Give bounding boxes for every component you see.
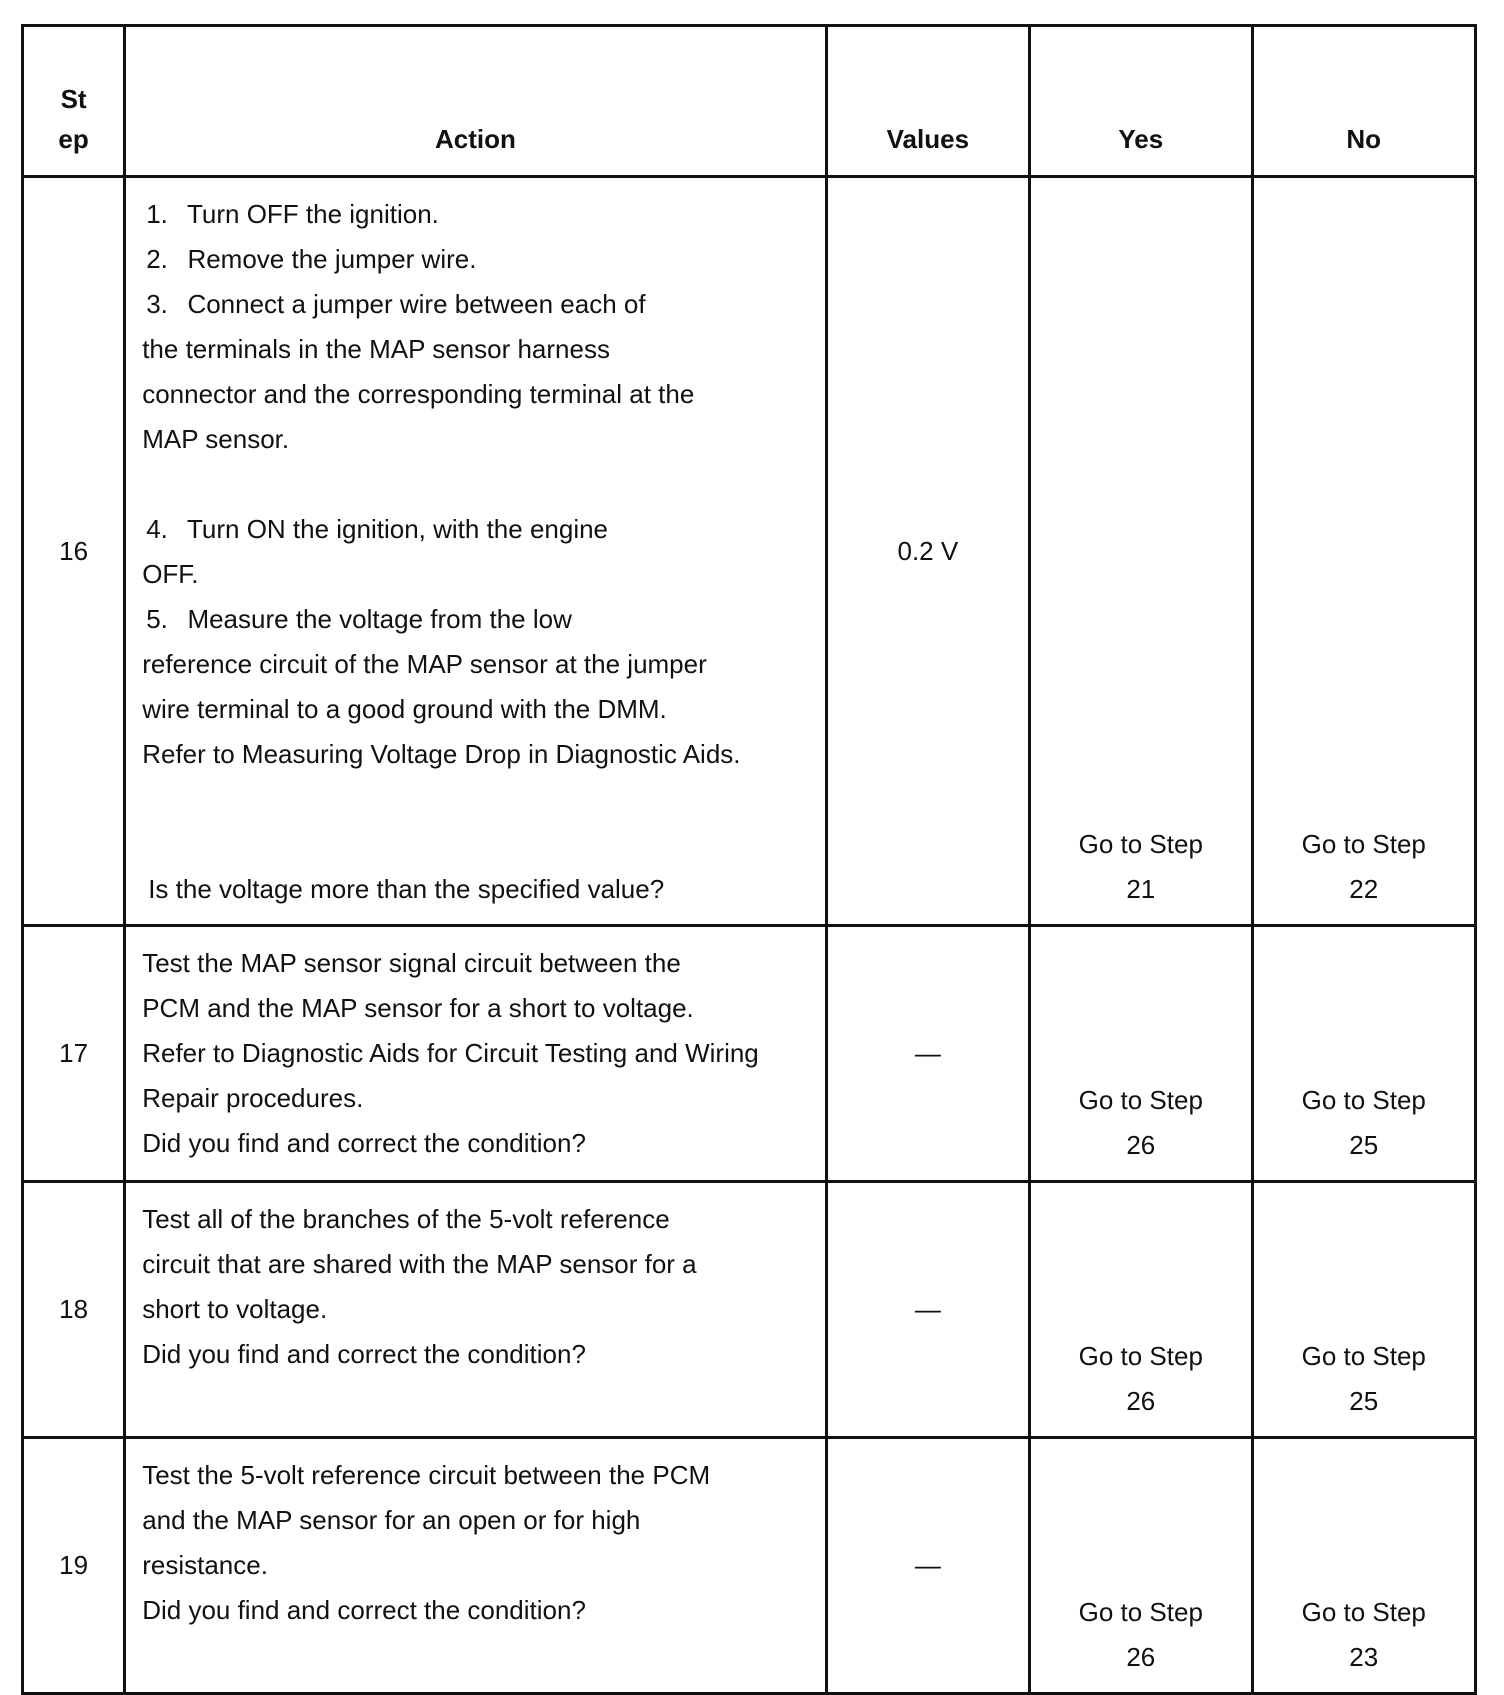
action-line: Test the MAP sensor signal circuit between the (142, 948, 681, 978)
yes-cell (1030, 1182, 1252, 1438)
spacer (142, 462, 810, 507)
action-question: Did you find and correct the condition? (142, 1595, 586, 1625)
yes-goto-label: Go to Step (1078, 1341, 1203, 1371)
action-line: resistance. (142, 1550, 268, 1580)
spacer (142, 822, 810, 867)
action-line: Test all of the branches of the 5-volt reference (142, 1204, 670, 1234)
header-yes: Yes (1030, 26, 1252, 177)
no-goto-label: Go to Step (1301, 1597, 1426, 1627)
header-step-line1: St (60, 84, 87, 114)
action-question: Did you find and correct the condition? (142, 1339, 586, 1369)
header-no: No (1252, 26, 1476, 177)
table-row (23, 1182, 1476, 1438)
action-item-continued: wire terminal to a good ground with the DMM. (142, 694, 667, 724)
action-cell (125, 177, 826, 926)
yes-goto-label: Go to Step (1078, 1085, 1203, 1115)
action-item-continued: reference circuit of the MAP sensor at the jumper (142, 649, 707, 679)
no-goto-step: 23 (1349, 1642, 1379, 1672)
yes-goto-label: Go to Step (1078, 829, 1203, 859)
action-note: Refer to Measuring Voltage Drop in Diagnostic Aids. (142, 739, 741, 769)
table-row (23, 1438, 1476, 1694)
no-goto-label: Go to Step (1301, 1085, 1426, 1115)
yes-goto-step: 21 (1126, 874, 1156, 904)
action-note: Refer to Diagnostic Aids for Circuit Testing and Wiring (142, 1038, 759, 1068)
value-cell: — (826, 1182, 1029, 1438)
action-item-continued: MAP sensor. (142, 424, 290, 454)
action-cell (125, 1182, 826, 1438)
no-cell (1252, 1438, 1476, 1694)
action-line: Test the 5-volt reference circuit between the PCM (142, 1460, 711, 1490)
action-note: Repair procedures. (142, 1083, 364, 1113)
diagnostic-table (21, 24, 1477, 1695)
value-cell: — (826, 926, 1029, 1182)
value-cell: 0.2 V (826, 177, 1029, 926)
action-item: 5. Measure the voltage from the low (146, 604, 572, 634)
header-step-line2: ep (58, 124, 89, 154)
action-question: Did you find and correct the condition? (142, 1128, 586, 1158)
no-cell (1252, 177, 1476, 926)
action-item: 3. Connect a jumper wire between each of (146, 289, 646, 319)
yes-cell (1030, 177, 1252, 926)
action-item-continued: the terminals in the MAP sensor harness (142, 334, 610, 364)
no-goto-label: Go to Step (1301, 1341, 1426, 1371)
no-goto-step: 25 (1349, 1130, 1379, 1160)
action-line: PCM and the MAP sensor for a short to voltage. (142, 993, 694, 1023)
step-number: 16 (23, 177, 125, 926)
header-values: Values (826, 26, 1029, 177)
header-row (23, 26, 1476, 177)
table-row (23, 926, 1476, 1182)
yes-goto-step: 26 (1126, 1130, 1156, 1160)
action-item: 1. Turn OFF the ignition. (146, 199, 439, 229)
no-goto-step: 25 (1349, 1386, 1379, 1416)
table-row (23, 177, 1476, 926)
step-number: 18 (23, 1182, 125, 1438)
action-line: short to voltage. (142, 1294, 328, 1324)
action-cell (125, 1438, 826, 1694)
header-action: Action (125, 26, 826, 177)
yes-goto-step: 26 (1126, 1642, 1156, 1672)
action-cell (125, 926, 826, 1182)
action-item-continued: OFF. (142, 559, 199, 589)
action-line: and the MAP sensor for an open or for high (142, 1505, 641, 1535)
value-cell: — (826, 1438, 1029, 1694)
no-goto-step: 22 (1349, 874, 1379, 904)
yes-cell (1030, 926, 1252, 1182)
yes-goto-label: Go to Step (1078, 1597, 1203, 1627)
spacer (142, 777, 810, 822)
step-number: 19 (23, 1438, 125, 1694)
action-item-continued: connector and the corresponding terminal at the (142, 379, 695, 409)
action-question: Is the voltage more than the specified value? (148, 874, 665, 904)
yes-goto-step: 26 (1126, 1386, 1156, 1416)
action-item: 2. Remove the jumper wire. (146, 244, 477, 274)
header-step (23, 26, 125, 177)
action-line: circuit that are shared with the MAP sensor for a (142, 1249, 697, 1279)
no-cell (1252, 926, 1476, 1182)
no-cell (1252, 1182, 1476, 1438)
action-item: 4. Turn ON the ignition, with the engine (146, 514, 609, 544)
step-number: 17 (23, 926, 125, 1182)
yes-cell (1030, 1438, 1252, 1694)
no-goto-label: Go to Step (1301, 829, 1426, 859)
